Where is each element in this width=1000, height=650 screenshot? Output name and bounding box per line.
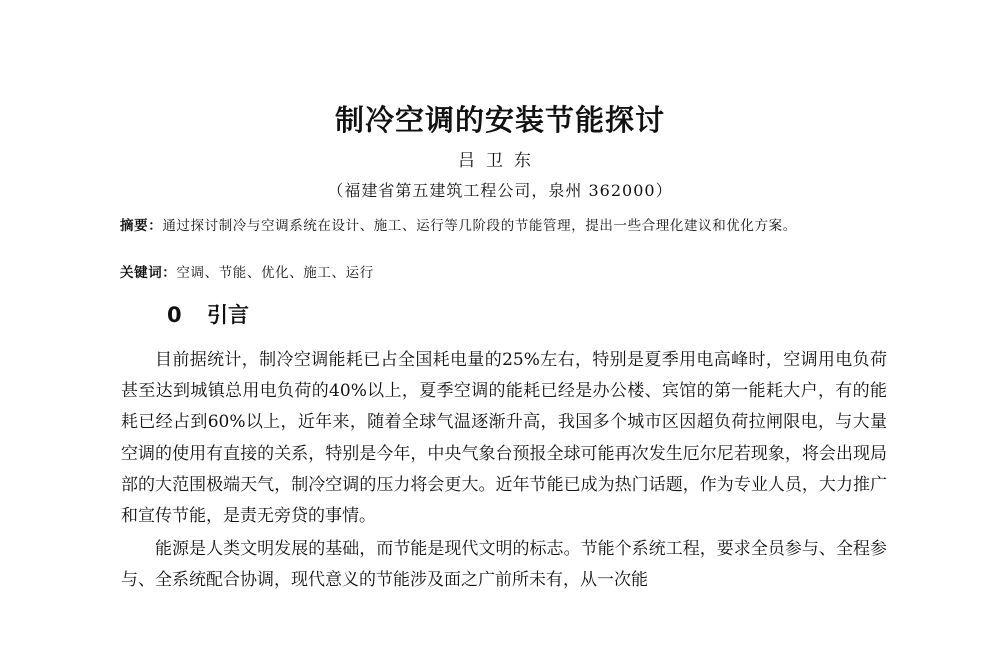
paper-title: 制冷空调的安装节能探讨 <box>334 103 665 137</box>
body-text <box>121 345 887 597</box>
section-title: 引言 <box>207 303 249 327</box>
author-affiliation: （福建省第五建筑工程公司，泉州 362000） <box>327 181 673 200</box>
keywords-text: 空调、节能、优化、施工、运行 <box>176 265 374 281</box>
abstract-label: 摘要： <box>120 218 163 234</box>
paragraph: 目前据统计，制冷空调能耗已占全国耗电量的25%左右，特别是夏季用电高峰时，空调用电负荷甚至达到城镇总用电负荷的40%以上，夏季空调的能耗已经是办公楼、宾馆的第一能耗大户，有的能耗已经占到60%以上，近年来，随着全球气温逐渐升高，我国多个城市区因超负荷拉闸限电，与大量空调的使用有直接的关系，特别是今年，中央气象台预报全球可能再次发生厄尔尼若现象，将会出现局部的大范围极端天气，制冷空调的压力将会更大。近年节能已成为热门话题，作为专业人员，大力推广和宣传节能，是责无旁贷的事情。 <box>121 350 887 527</box>
paragraph: 能源是人类文明发展的基础，而节能是现代文明的标志。节能个系统工程，要求全员参与、全程参与、全系统配合协调，现代意义的节能涉及面之广前所未有，从一次能 <box>121 539 887 591</box>
author-name: 吕卫东 <box>458 151 542 171</box>
keywords-label: 关键词： <box>120 265 177 281</box>
abstract <box>120 216 890 236</box>
section-heading <box>167 300 249 330</box>
section-number: 0 <box>167 303 182 327</box>
keywords <box>120 263 890 283</box>
abstract-text: 通过探讨制冷与空调系统在设计、施工、运行等几阶段的节能管理，提出一些合理化建议和优化方案。 <box>162 218 797 234</box>
